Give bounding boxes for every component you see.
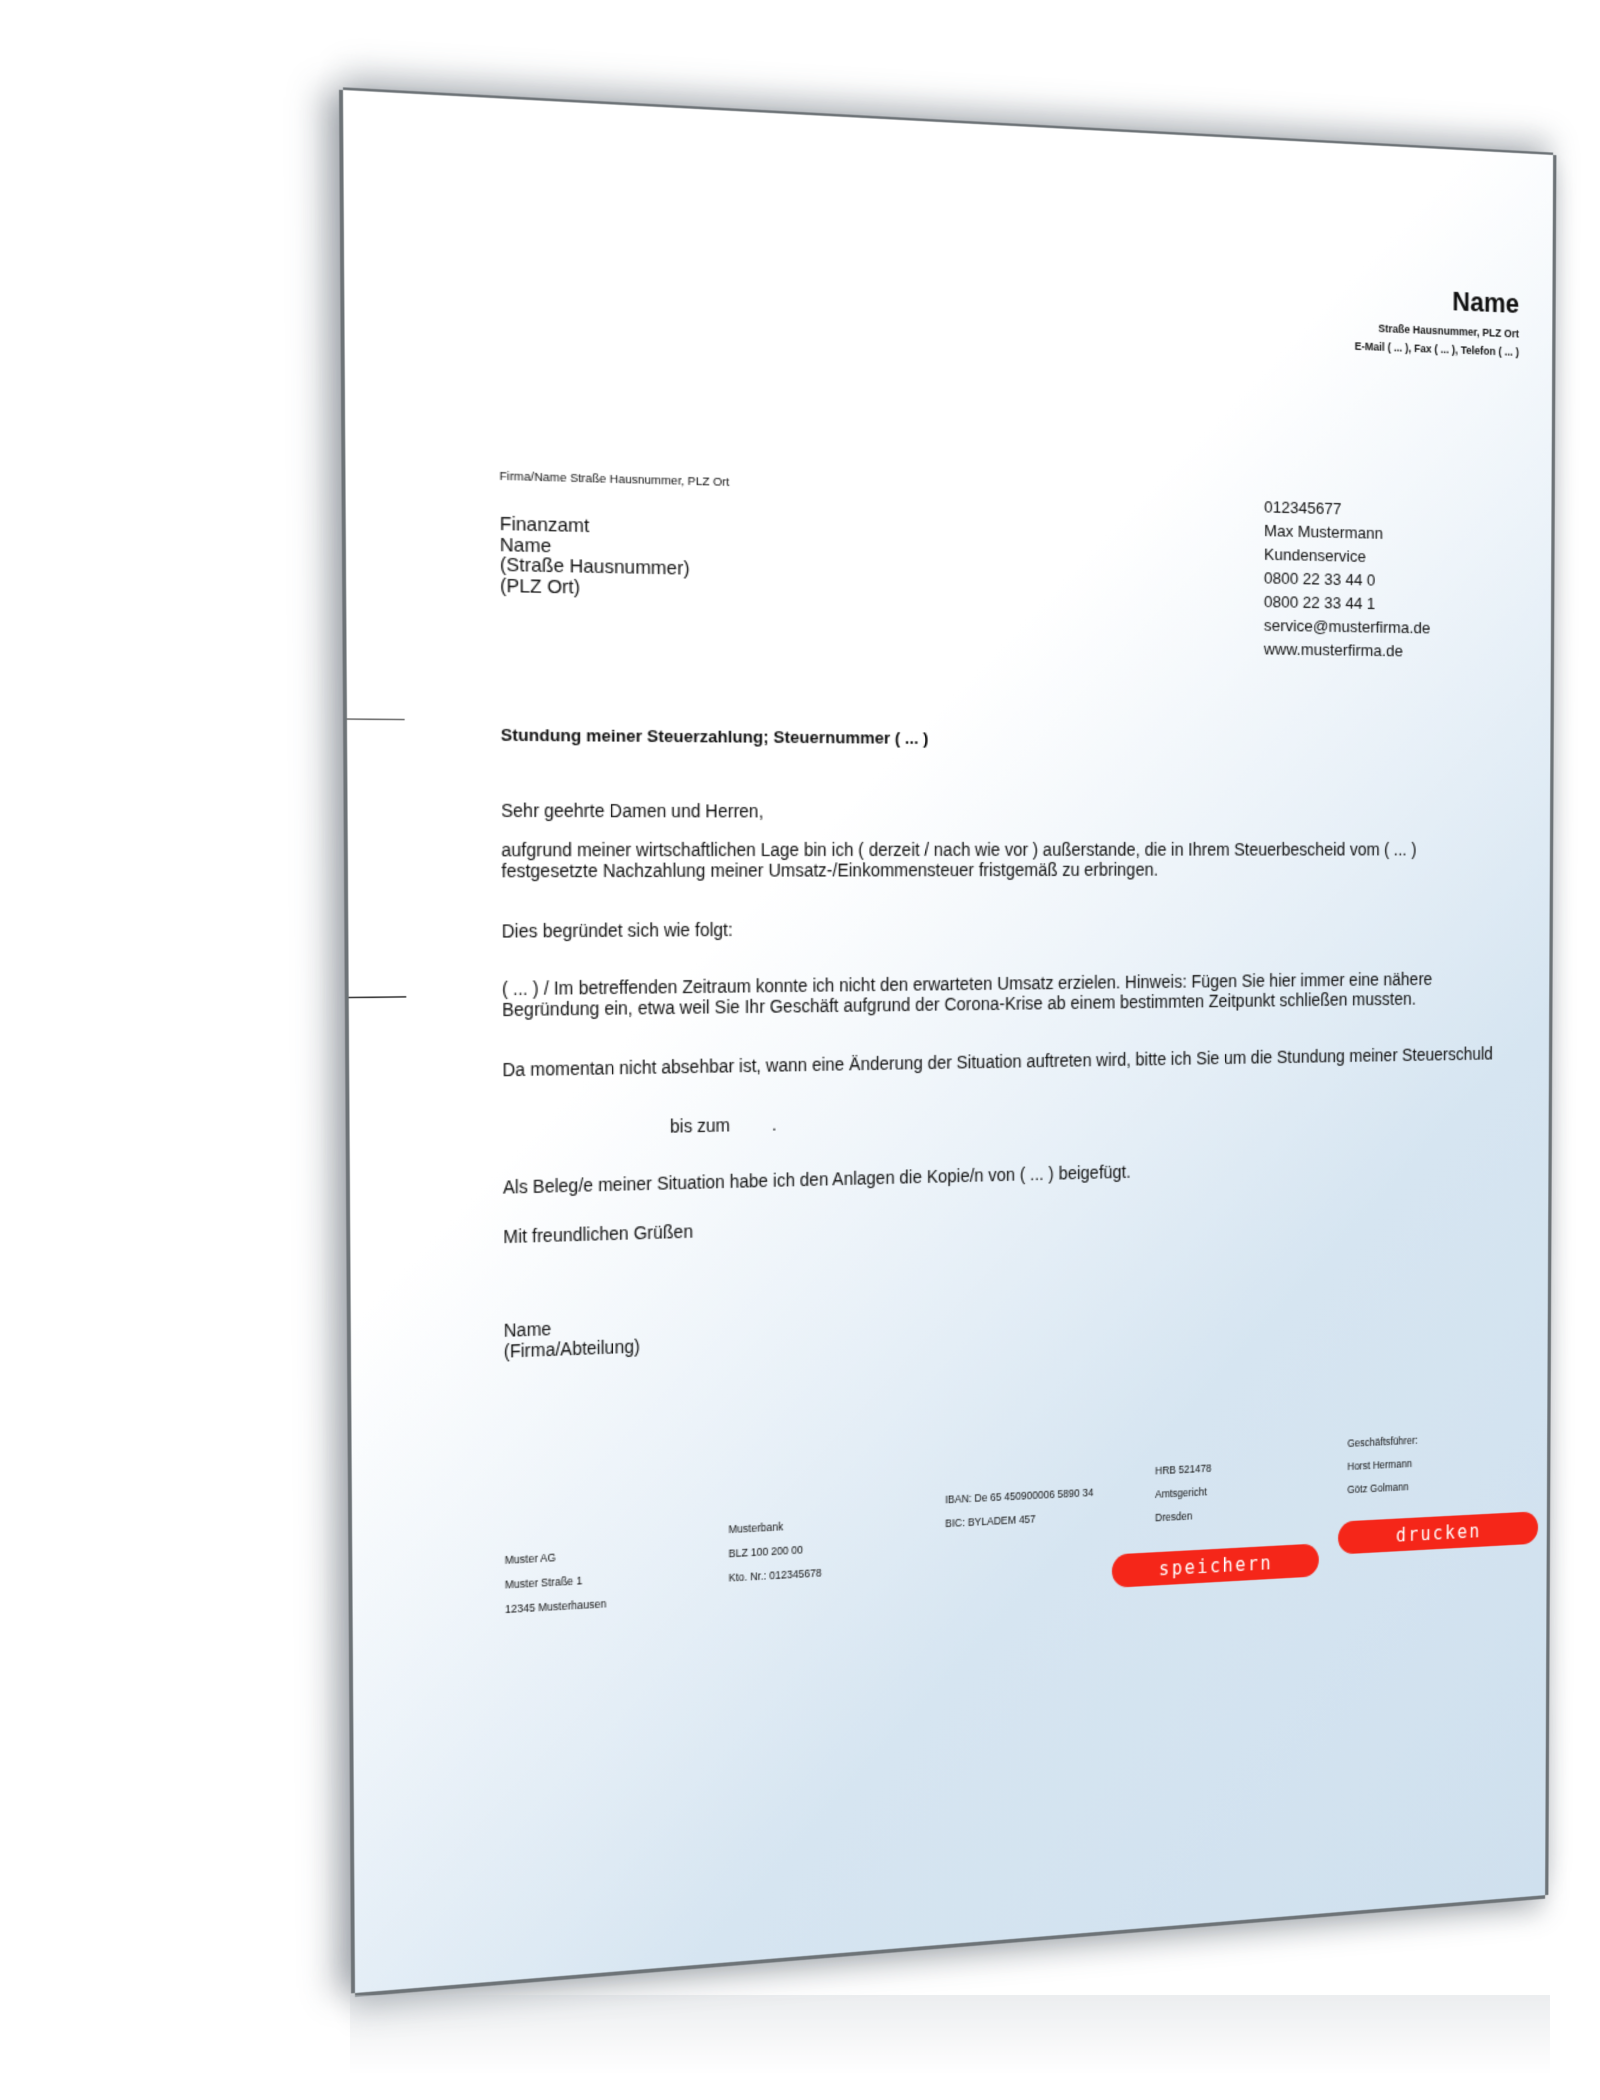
sender-return-line: Firma/Name Straße Hausnummer, PLZ Ort bbox=[499, 469, 730, 490]
page-reflection bbox=[350, 1995, 1550, 2075]
footer-register bbox=[1155, 1457, 1211, 1530]
deferral-date-label: bis zum bbox=[669, 1114, 731, 1137]
footer-line: Musterbank bbox=[728, 1520, 784, 1536]
recipient-address bbox=[500, 514, 690, 599]
deferral-date-end: . bbox=[771, 1113, 777, 1135]
phone: 0800 22 33 44 0 bbox=[1263, 568, 1376, 590]
footer-line: HRB 521478 bbox=[1155, 1461, 1212, 1477]
deferral-date-field[interactable] bbox=[735, 1131, 767, 1132]
signature-block bbox=[504, 1287, 1502, 1362]
recipient-line: Name bbox=[499, 533, 552, 557]
paragraph-2: Dies begründet sich wie folgt: bbox=[501, 919, 733, 942]
footer-line: Götz Golmann bbox=[1347, 1480, 1409, 1496]
footer-line: Dresden bbox=[1155, 1509, 1193, 1524]
footer-iban bbox=[945, 1481, 1093, 1536]
signature-department: (Firma/Abteilung) bbox=[503, 1335, 640, 1361]
footer-bank bbox=[728, 1513, 821, 1590]
footer-management bbox=[1347, 1429, 1418, 1502]
website: www.musterfirma.de bbox=[1263, 639, 1404, 661]
letterhead-contact: E-Mail ( ... ), Fax ( ... ), Telefon ( ... ) bbox=[1354, 339, 1520, 359]
fold-mark-punch bbox=[349, 996, 407, 998]
footer-line: Muster Straße 1 bbox=[504, 1574, 583, 1592]
signature-name: Name bbox=[503, 1318, 552, 1341]
paragraph-attachments: Als Beleg/e meiner Situation habe ich den Anlagen die Kopie/n von ( ... ) beigefügt. bbox=[502, 1161, 1131, 1198]
paragraph-1: aufgrund meiner wirtschaftlichen Lage bin ich ( derzeit / nach wie vor ) außerstande, die in Ihrem Steuerbescheid vom ( ... ) festgesetzte Nachzahlung meiner Umsatz-/Einkommensteuer fristgemäß zu erbringen. bbox=[501, 839, 1417, 881]
letterhead-name: Name bbox=[1452, 285, 1520, 320]
save-button[interactable]: speichern bbox=[1112, 1543, 1319, 1588]
footer-line: Geschäftsführer: bbox=[1347, 1433, 1418, 1450]
contact-block bbox=[1264, 495, 1431, 663]
recipient-line: (PLZ Ort) bbox=[499, 574, 581, 599]
contact-person: Max Mustermann bbox=[1264, 521, 1384, 543]
department: Kundenservice bbox=[1263, 544, 1367, 566]
footer-line: 12345 Musterhausen bbox=[504, 1597, 607, 1616]
email: service@musterfirma.de bbox=[1263, 615, 1431, 638]
recipient-line: (Straße Hausnummer) bbox=[499, 553, 690, 580]
footer-line: Kto. Nr.: 012345678 bbox=[728, 1566, 822, 1585]
fold-mark-top bbox=[347, 718, 405, 720]
footer-line: BIC: BYLADEM 457 bbox=[945, 1512, 1036, 1530]
fax: 0800 22 33 44 1 bbox=[1263, 592, 1376, 613]
footer-line: Horst Hermann bbox=[1347, 1457, 1412, 1473]
footer-line: BLZ 100 200 00 bbox=[728, 1543, 803, 1560]
footer-line: Amtsgericht bbox=[1155, 1485, 1207, 1501]
paragraph-4: Da momentan nicht absehbar ist, wann eine Änderung der Situation auftreten wird, bitte ich Sie um die Stundung meiner Steuerschuld bbox=[502, 1043, 1493, 1081]
footer-line: Muster AG bbox=[504, 1550, 556, 1567]
recipient-line: Finanzamt bbox=[499, 512, 590, 538]
paragraph-3: ( ... ) / Im betreffenden Zeitraum konnte ich nicht den erwarteten Umsatz erzielen. Hinweis: Fügen Sie hier immer eine nähere Begründung ein, etwa weil Sie Ihr Geschäft aufgrund der Corona-Krise ab einem bestimmten Zeitpunkt schließen mussten. bbox=[501, 969, 1433, 1020]
footer-company bbox=[505, 1543, 607, 1622]
closing: Mit freundlichen Grüßen bbox=[503, 1220, 694, 1248]
print-button[interactable]: drucken bbox=[1338, 1511, 1538, 1554]
salutation: Sehr geehrte Damen und Herren, bbox=[501, 799, 764, 822]
footer-line: IBAN: De 65 450900006 5890 34 bbox=[945, 1486, 1094, 1506]
deferral-date-line bbox=[670, 1114, 777, 1137]
letterhead-address: Straße Hausnummer, PLZ Ort bbox=[1378, 322, 1520, 340]
letter-page bbox=[343, 90, 1553, 1993]
subject-line: Stundung meiner Steuerzahlung; Steuernummer ( ... ) bbox=[500, 724, 929, 748]
reference-number: 012345677 bbox=[1264, 497, 1342, 519]
